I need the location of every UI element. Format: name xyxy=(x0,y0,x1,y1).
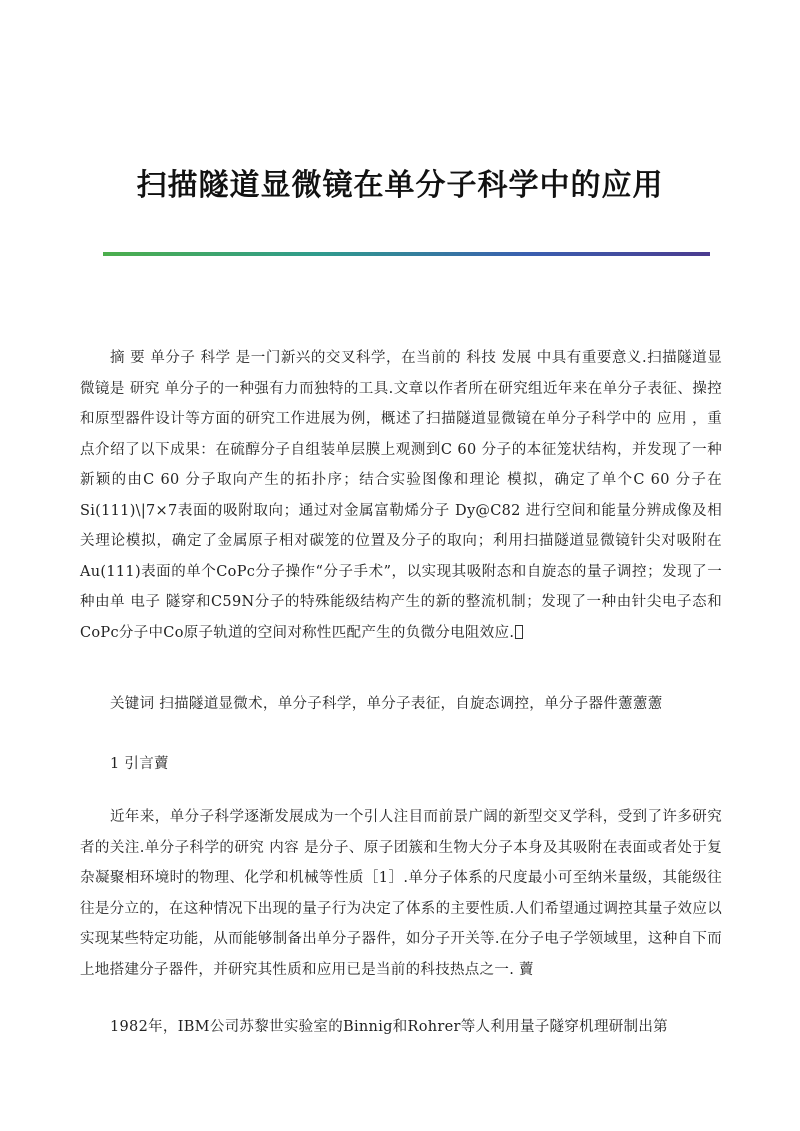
abstract-paragraph xyxy=(80,343,722,648)
missing-glyph-icon xyxy=(515,625,523,639)
history-paragraph: 1982年，IBM公司苏黎世实验室的Binnig和Rohrer等人利用量子隧穿机理研制出第 xyxy=(110,1019,668,1035)
title-divider xyxy=(103,252,710,256)
intro-paragraph: 近年来，单分子科学逐渐发展成为一个引人注目而前景广阔的新型交叉学科，受到了许多研究者的关注.单分子科学的研究 内容 是分子、原子团簇和生物大分子本身及其吸附在表面或者处于复杂凝聚相环境时的物理、化学和机械等性质［1］.单分子体系的尺度最小可至纳米量级，其能级往往是分立的，在这种情况下出现的量子行为决定了体系的主要性质.人们希望通过调控其量子效应以实现某些特定功能，从而能够制备出单分子器件，如分子开关等.在分子电子学领域里，这种自下而上地搭建分子器件，并研究其性质和应用已是当前的科技热点之一. 藚 xyxy=(80,809,722,978)
keywords-paragraph: 关键词 扫描隧道显微术，单分子科学，单分子表征，自旋态调控，单分子器件藼藼藼 xyxy=(110,696,663,712)
abstract-text: 摘 要 单分子 科学 是一门新兴的交叉科学，在当前的 科技 发展 中具有重要意义.扫描隧道显微镜是 研究 单分子的一种强有力而独特的工具.文章以作者所在研究组近年来在单分子表征、操控和原型器件设计等方面的研究工作进展为例，概述了扫描隧道显微镜在单分子科学中的 应用 ，重点介绍了以下成果：在硫醇分子自组装单层膜上观测到C 60 分子的本征笼状结构，并发现了一种新颖的由C 60 分子取向产生的拓扑序；结合实验图像和理论 模拟，确定了单个C 60 分子在Si(111)\|7×7表面的吸附取向；通过对金属富勒烯分子 Dy@C82 进行空间和能量分辨成像及相关理论模拟，确定了金属原子相对碳笼的位置及分子的取向；利用扫描隧道显微镜针尖对吸附在Au(111)表面的单个CoPc分子操作“分子手术”，以实现其吸附态和自旋态的量子调控；发现了一种由单 电子 隧穿和C59N分子的特殊能级结构产生的新的整流机制；发现了一种由针尖电子态和CoPc分子中Co原子轨道的空间对称性匹配产生的负微分电阻效应. xyxy=(80,350,722,641)
section-heading: 1 引言藚 xyxy=(110,756,169,772)
document-title: 扫描隧道显微镜在单分子科学中的应用 xyxy=(136,168,664,203)
